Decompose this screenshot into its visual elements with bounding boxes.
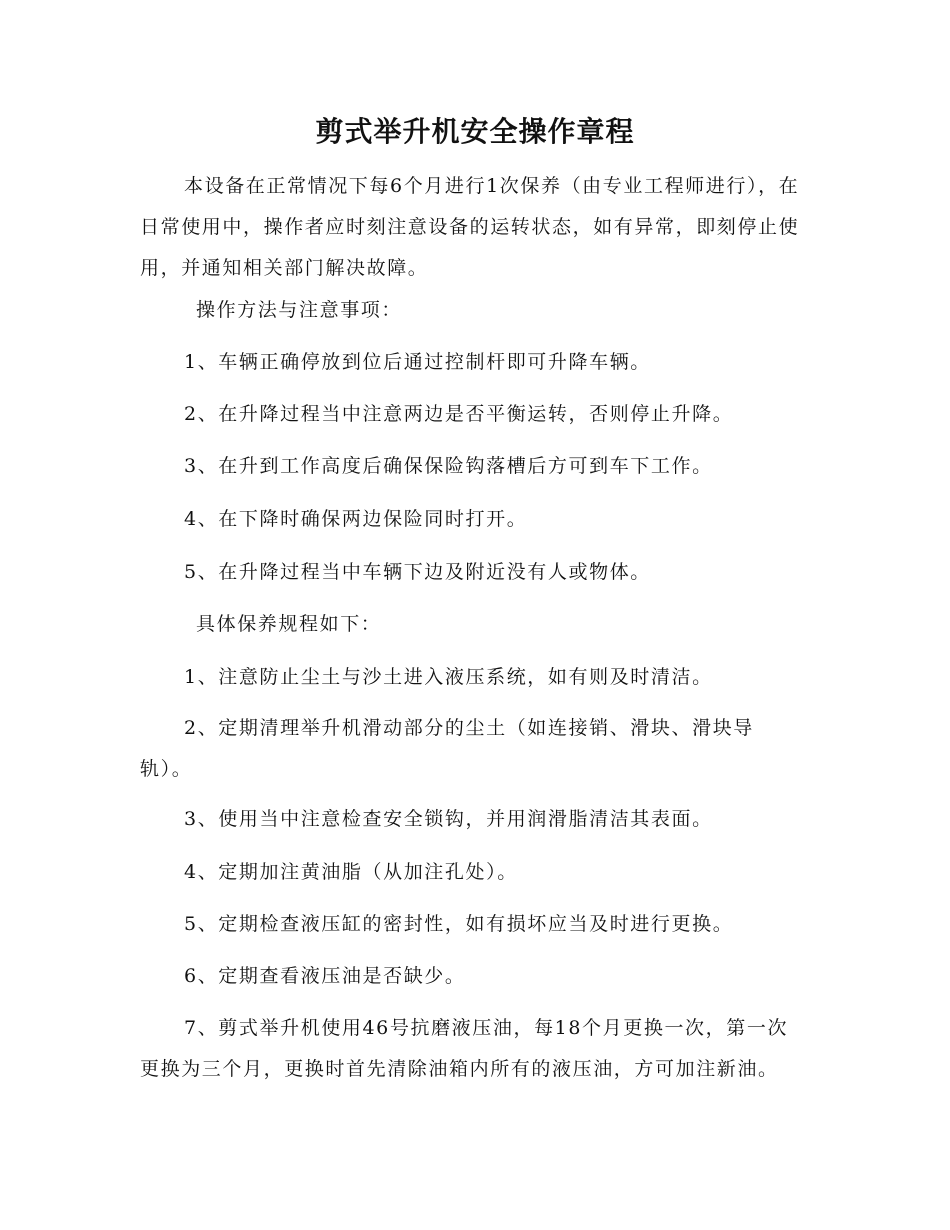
list-item: 7、剪式举升机使用46号抗磨液压油，每18个月更换一次，第一次更换为三个月，更换时首先清除油箱内所有的液压油，方可加注新油。 (140, 1017, 789, 1080)
intro-paragraph: 本设备在正常情况下每6个月进行1次保养（由专业工程师进行），在日常使用中，操作者应时刻注意设备的运转状态，如有异常，即刻停止使用，并通知相关部门解决故障。 (140, 175, 800, 279)
list-item: 3、使用当中注意检查安全锁钩，并用润滑脂清洁其表面。 (184, 808, 713, 830)
section-heading-operation: 操作方法与注意事项： (196, 299, 403, 321)
list-item: 4、定期加注黄油脂（从加注孔处）。 (184, 861, 518, 883)
list-item: 6、定期查看液压油是否缺少。 (184, 965, 466, 987)
section-heading-maintenance: 具体保养规程如下： (196, 613, 382, 635)
list-item: 5、在升降过程当中车辆下边及附近没有人或物体。 (184, 561, 651, 583)
list-item: 2、在升降过程当中注意两边是否平衡运转，否则停止升降。 (184, 403, 734, 425)
list-item: 5、定期检查液压缸的密封性，如有损坏应当及时进行更换。 (184, 913, 734, 935)
list-item: 4、在下降时确保两边保险同时打开。 (184, 508, 528, 530)
document-title: 剪式举升机安全操作章程 (315, 115, 635, 148)
list-item: 3、在升到工作高度后确保保险钩落槽后方可到车下工作。 (184, 455, 713, 477)
list-item: 1、车辆正确停放到位后通过控制杆即可升降车辆。 (184, 351, 651, 373)
list-item: 2、定期清理举升机滑动部分的尘土（如连接销、滑块、滑块导轨）。 (140, 717, 754, 780)
list-item: 1、注意防止尘土与沙土进入液压系统，如有则及时清洁。 (184, 666, 713, 688)
